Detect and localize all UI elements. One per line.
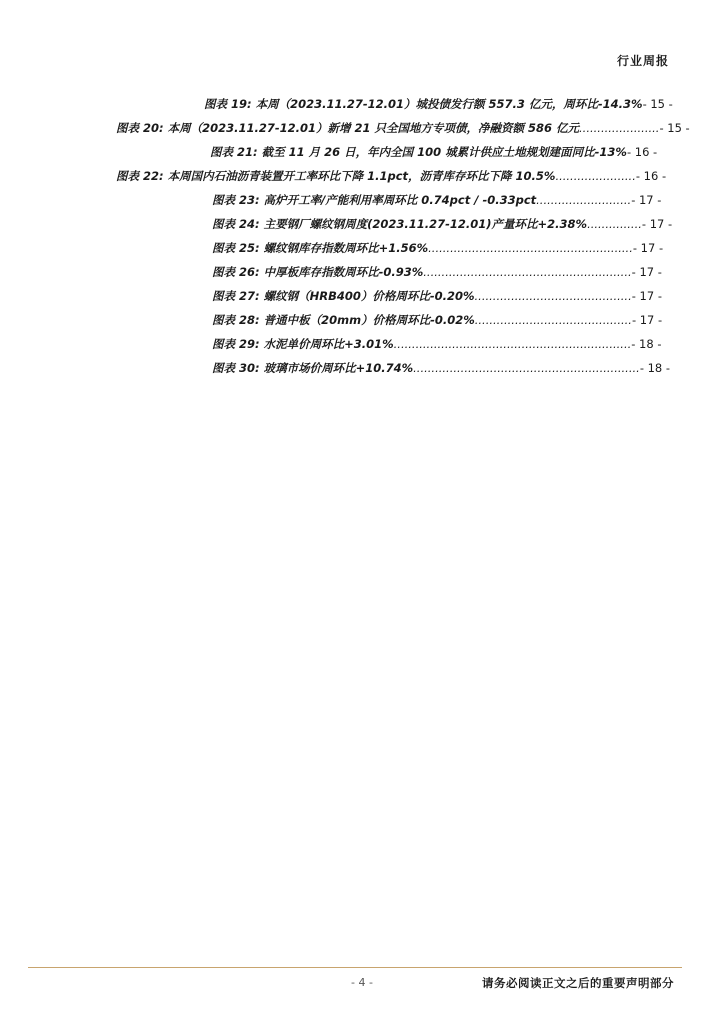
toc-entry-text: 图表 25: 螺纹钢库存指数周环比+1.56%: [212, 241, 429, 255]
toc-entry-25[interactable]: [212, 238, 663, 258]
toc-entry-20[interactable]: [116, 118, 690, 138]
toc-entry-leader: .........................................................: [423, 265, 632, 279]
toc-entry-page: - 15 -: [642, 97, 673, 111]
toc-entry-text: 图表 29: 水泥单价周环比+3.01%: [212, 337, 394, 351]
toc-entry-22[interactable]: [116, 166, 666, 186]
toc-entry-text: 图表 26: 中厚板库存指数周环比-0.93%: [212, 265, 424, 279]
footer-rule: [28, 967, 682, 968]
toc-entry-text: 图表 19: 本周（2023.11.27-12.01）城投债发行额 557.3 亿元，周环比-14.3%: [204, 97, 643, 111]
toc-entry-text: 图表 30: 玻璃市场价周环比+10.74%: [212, 361, 414, 375]
toc-entry-text: 图表 21: 截至 11 月 26 日，年内全国 100 城累计供应土地规划建面同比-13%: [210, 145, 627, 159]
toc-entry-text: 图表 20: 本周（2023.11.27-12.01）新增 21 只全国地方专项债，净融资额 586 亿元: [116, 121, 580, 135]
footer-disclaimer: 请务必阅读正文之后的重要声明部分: [482, 976, 674, 990]
toc-entry-text: 图表 24: 主要钢厂螺纹钢周度(2023.11.27-12.01)产量环比+2.38%: [212, 217, 588, 231]
toc-entry-26[interactable]: [212, 262, 662, 282]
toc-entry-page: - 17 -: [631, 193, 662, 207]
toc-entry-28[interactable]: [212, 310, 662, 330]
toc-entry-leader: ..............................................................: [413, 361, 640, 375]
toc-entry-leader: ........................................................: [428, 241, 633, 255]
toc-entry-page: - 17 -: [641, 217, 673, 231]
toc-entry-page: - 18 -: [639, 361, 671, 375]
header-label: 行业周报: [616, 54, 669, 68]
toc-entry-24[interactable]: [212, 214, 672, 234]
toc-entry-29[interactable]: [212, 334, 662, 354]
toc-entry-page: - 18 -: [631, 337, 662, 351]
toc-entry-page: - 16 -: [626, 145, 658, 159]
toc-entry-page: - 17 -: [631, 313, 663, 327]
toc-entry-leader: ...........................................: [474, 313, 632, 327]
toc-entry-page: - 17 -: [631, 265, 662, 279]
toc-entry-text: 图表 22: 本周国内石油沥青装置开工率环比下降 1.1pct，沥青库存环比下降 10.5%: [116, 169, 556, 183]
toc-entry-page: - 17 -: [632, 241, 664, 255]
toc-entry-19[interactable]: [204, 94, 673, 114]
toc-entry-text: 图表 27: 螺纹钢（HRB400）价格周环比-0.20%: [212, 289, 475, 303]
toc-entry-leader: .................................................................: [393, 337, 632, 351]
footer-page-number: - 4 -: [351, 976, 373, 989]
toc-entry-leader: ...........................................: [474, 289, 632, 303]
toc-entry-leader: ...............: [587, 217, 642, 231]
toc-entry-leader: ......................: [555, 169, 636, 183]
toc-entry-27[interactable]: [212, 286, 662, 306]
toc-entry-page: - 16 -: [635, 169, 667, 183]
toc-entry-page: - 17 -: [631, 289, 662, 303]
toc-entry-leader: ......................: [579, 121, 660, 135]
toc-entry-21[interactable]: [210, 142, 657, 162]
toc-entry-23[interactable]: [212, 190, 661, 210]
toc-entry-text: 图表 28: 普通中板（20mm）价格周环比-0.02%: [212, 313, 475, 327]
toc-entry-leader: ..........................: [536, 193, 632, 207]
toc-entry-text: 图表 23: 高炉开工率/产能利用率周环比 0.74pct / -0.33pct: [212, 193, 537, 207]
toc-entry-30[interactable]: [212, 358, 670, 378]
toc-entry-page: - 15 -: [659, 121, 690, 135]
